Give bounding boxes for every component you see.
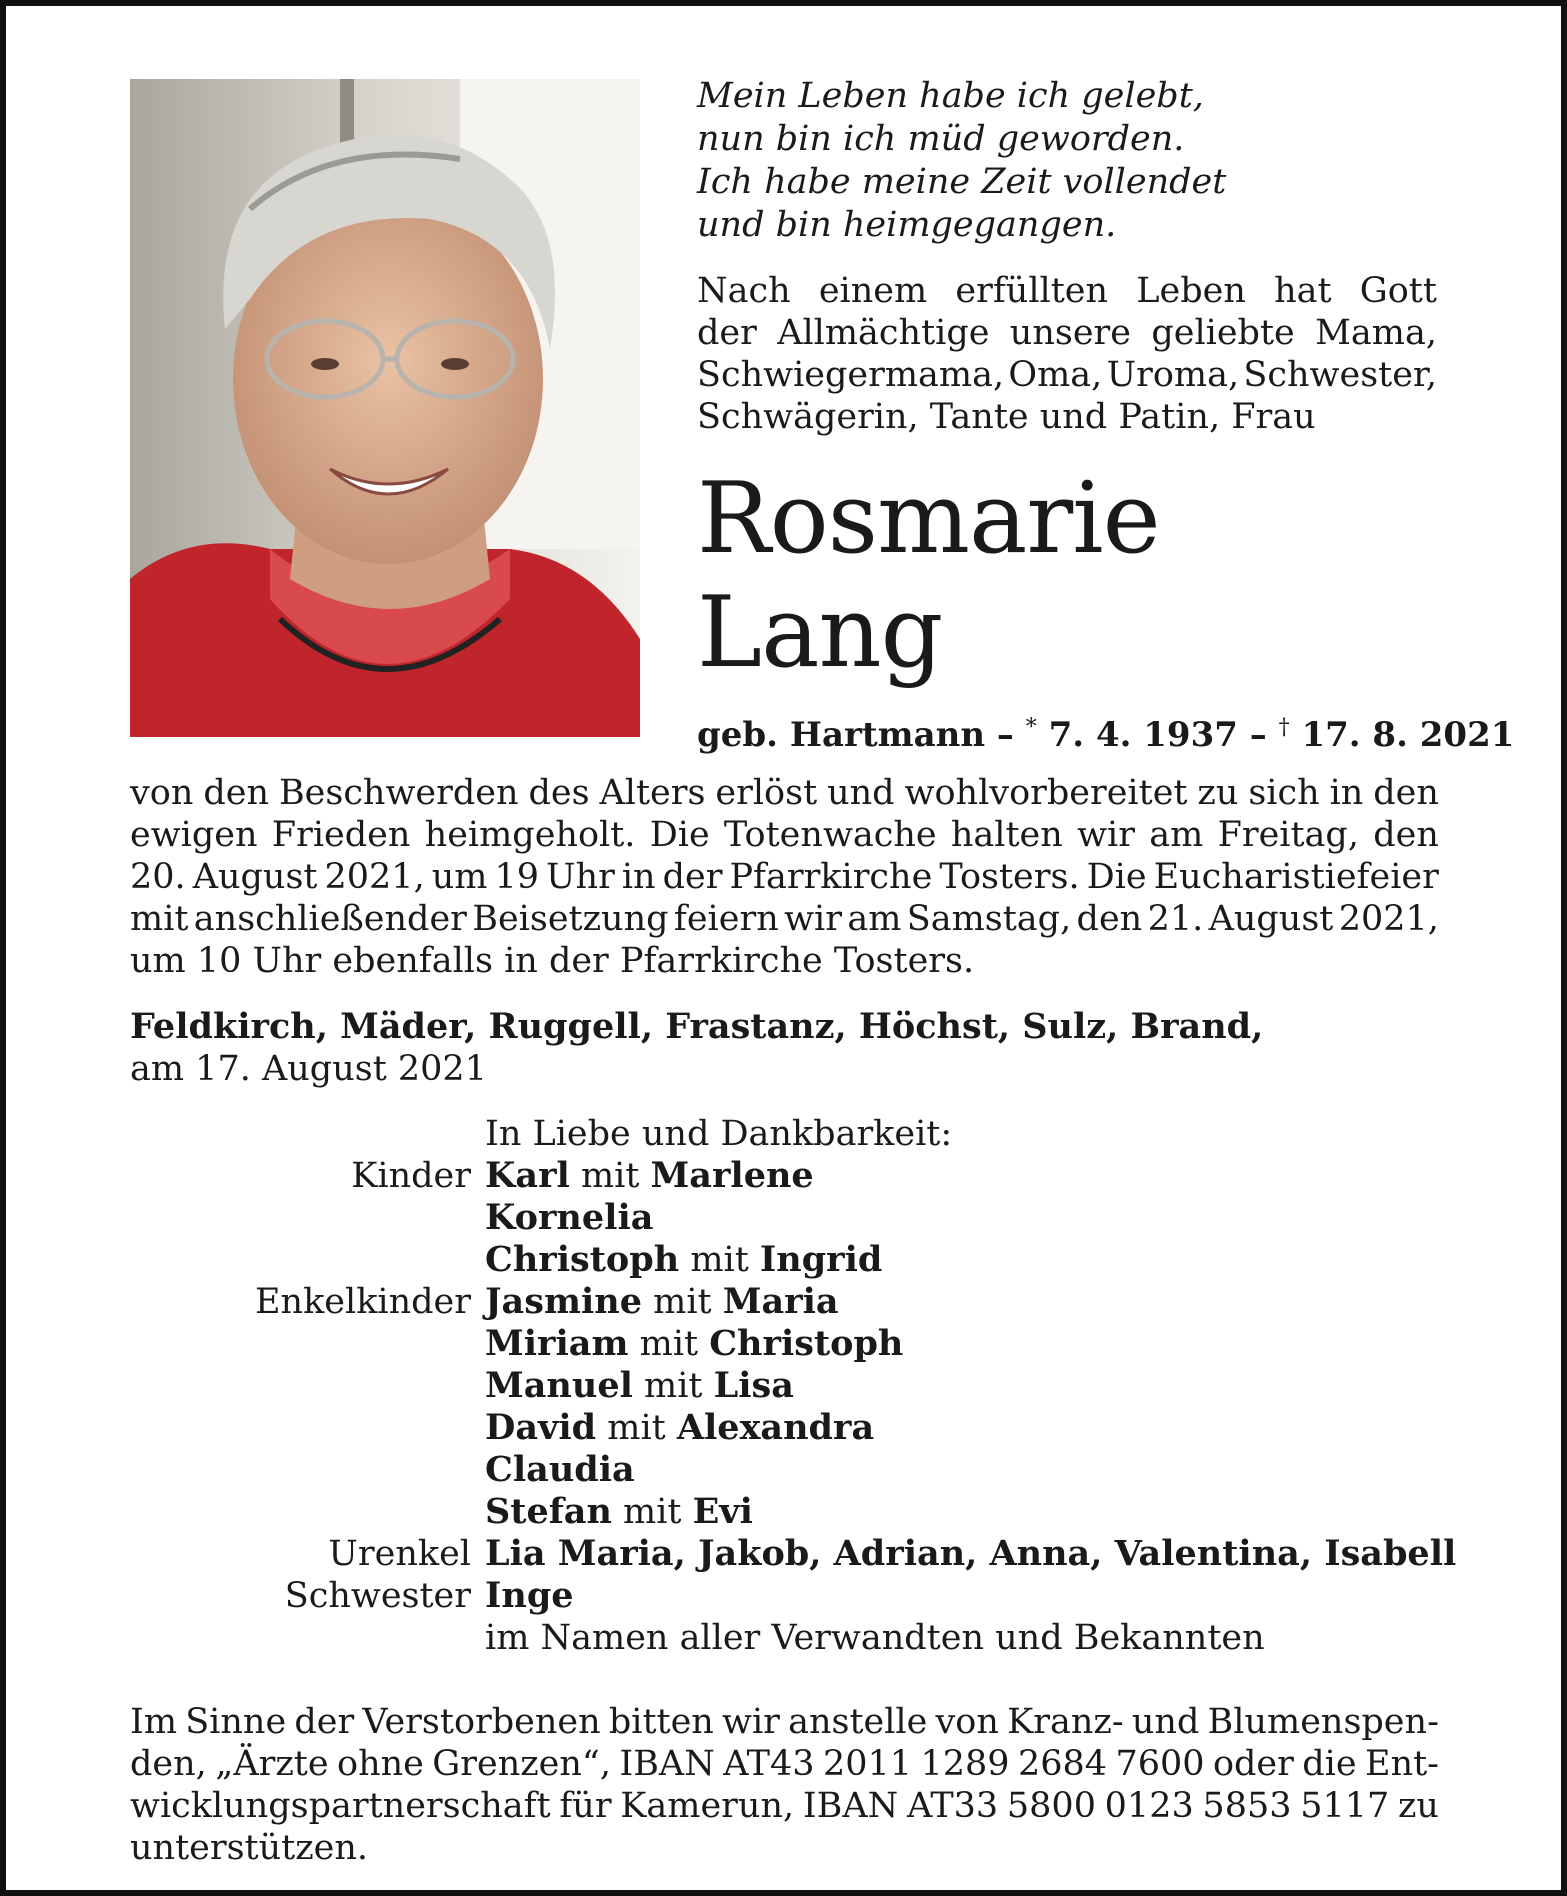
family-list — [130, 1113, 1470, 1659]
relation-label — [130, 1323, 485, 1365]
relation-label — [130, 1449, 485, 1491]
relation-names: Christoph mit Ingrid — [485, 1239, 883, 1280]
relation-names: Lia Maria, Jakob, Adrian, Anna, Valentina, Isabell — [485, 1533, 1457, 1574]
family-heading: In Liebe und Dankbarkeit: — [485, 1114, 953, 1154]
relation-names: Inge — [485, 1575, 574, 1616]
death-date: 17. 8. 2021 — [1301, 715, 1515, 755]
family-row — [130, 1491, 1470, 1533]
relation-label — [130, 1491, 485, 1533]
donation-note — [130, 1701, 1439, 1869]
portrait-illustration — [130, 79, 640, 737]
relation-names: im Namen aller Verwandten und Bekannten — [485, 1618, 1265, 1658]
poem-line: Mein Leben habe ich gelebt, — [697, 76, 1204, 116]
places-list: Feldkirch, Mäder, Ruggell, Frastanz, Höchst, Sulz, Brand, — [130, 1006, 1264, 1047]
birth-symbol: * — [1025, 715, 1037, 740]
poem-line: und bin heimgegangen. — [697, 205, 1117, 245]
first-name: Rosmarie — [697, 462, 1160, 576]
family-row — [130, 1575, 1470, 1617]
body-line: 20. August 2021, um 19 Uhr in der Pfarrkirche Tosters. Die Eucharistiefeier — [130, 857, 1439, 897]
family-row — [130, 1617, 1470, 1659]
relation-names: Kornelia — [485, 1197, 654, 1238]
intro-text — [697, 270, 1437, 438]
poem-line: Ich habe meine Zeit vollendet — [697, 162, 1227, 202]
relation-label: Schwester — [284, 1576, 471, 1616]
relation-names: Karl mit Marlene — [485, 1155, 814, 1196]
family-row — [130, 1239, 1470, 1281]
poem — [697, 75, 1457, 247]
relation-names: Claudia — [485, 1449, 635, 1490]
donation-line: den, „Ärzte ohne Grenzen“, IBAN AT43 2011 1289 2684 7600 oder die Ent- — [130, 1744, 1439, 1784]
family-heading-row — [130, 1113, 1470, 1155]
announcement-text — [130, 772, 1439, 982]
intro-line: Nach einem erfüllten Leben hat Gott — [697, 271, 1437, 311]
family-row — [130, 1449, 1470, 1491]
relation-names: Manuel mit Lisa — [485, 1365, 794, 1406]
body-line: mit anschließender Beisetzung feiern wir am Samstag, den 21. August 2021, — [130, 899, 1439, 939]
relation-label: Enkelkinder — [255, 1282, 471, 1322]
birth-name: geb. Hartmann — [697, 715, 986, 755]
poem-line: nun bin ich müd geworden. — [697, 119, 1185, 159]
donation-line: Im Sinne der Verstorbenen bitten wir anstelle von Kranz- und Blumenspen- — [130, 1702, 1439, 1742]
relation-names: Jasmine mit Maria — [485, 1281, 839, 1322]
family-row — [130, 1407, 1470, 1449]
donation-line: unterstützen. — [130, 1828, 369, 1868]
last-name: Lang — [697, 576, 943, 690]
relation-label: Kinder — [351, 1156, 471, 1196]
death-symbol: † — [1278, 715, 1290, 740]
relation-names: Stefan mit Evi — [485, 1491, 753, 1532]
body-line: von den Beschwerden des Alters erlöst und wohlvorbereitet zu sich in den — [130, 773, 1439, 813]
places-block — [130, 1006, 1263, 1090]
donation-line: wicklungspartnerschaft für Kamerun, IBAN AT33 5800 0123 5853 5117 zu — [130, 1786, 1439, 1826]
relation-label — [130, 1197, 485, 1239]
relation-names: David mit Alexandra — [485, 1407, 875, 1448]
family-row — [130, 1533, 1470, 1575]
portrait-photo — [130, 79, 640, 737]
relation-names: Miriam mit Christoph — [485, 1323, 904, 1364]
family-row — [130, 1197, 1470, 1239]
family-row — [130, 1155, 1470, 1197]
relation-label — [130, 1365, 485, 1407]
intro-line: Schwägerin, Tante und Patin, Frau — [697, 397, 1316, 437]
deceased-name — [697, 462, 1160, 690]
relation-label — [130, 1617, 485, 1659]
body-line: ewigen Frieden heimgeholt. Die Totenwache halten wir am Freitag, den — [130, 815, 1439, 855]
life-dates: geb. Hartmann – * 7. 4. 1937 – † 17. 8. 2021 — [697, 715, 1515, 755]
birth-date: 7. 4. 1937 — [1048, 715, 1238, 755]
relation-label — [130, 1407, 485, 1449]
intro-line: Schwiegermama, Oma, Uroma, Schwester, — [697, 355, 1437, 395]
relation-label: Urenkel — [328, 1534, 471, 1574]
intro-line: der Allmächtige unsere geliebte Mama, — [697, 313, 1437, 353]
relation-label — [130, 1239, 485, 1281]
body-line: um 10 Uhr ebenfalls in der Pfarrkirche Tosters. — [130, 941, 975, 981]
family-row — [130, 1281, 1470, 1323]
announcement-date: am 17. August 2021 — [130, 1049, 487, 1089]
family-row — [130, 1323, 1470, 1365]
family-row — [130, 1365, 1470, 1407]
